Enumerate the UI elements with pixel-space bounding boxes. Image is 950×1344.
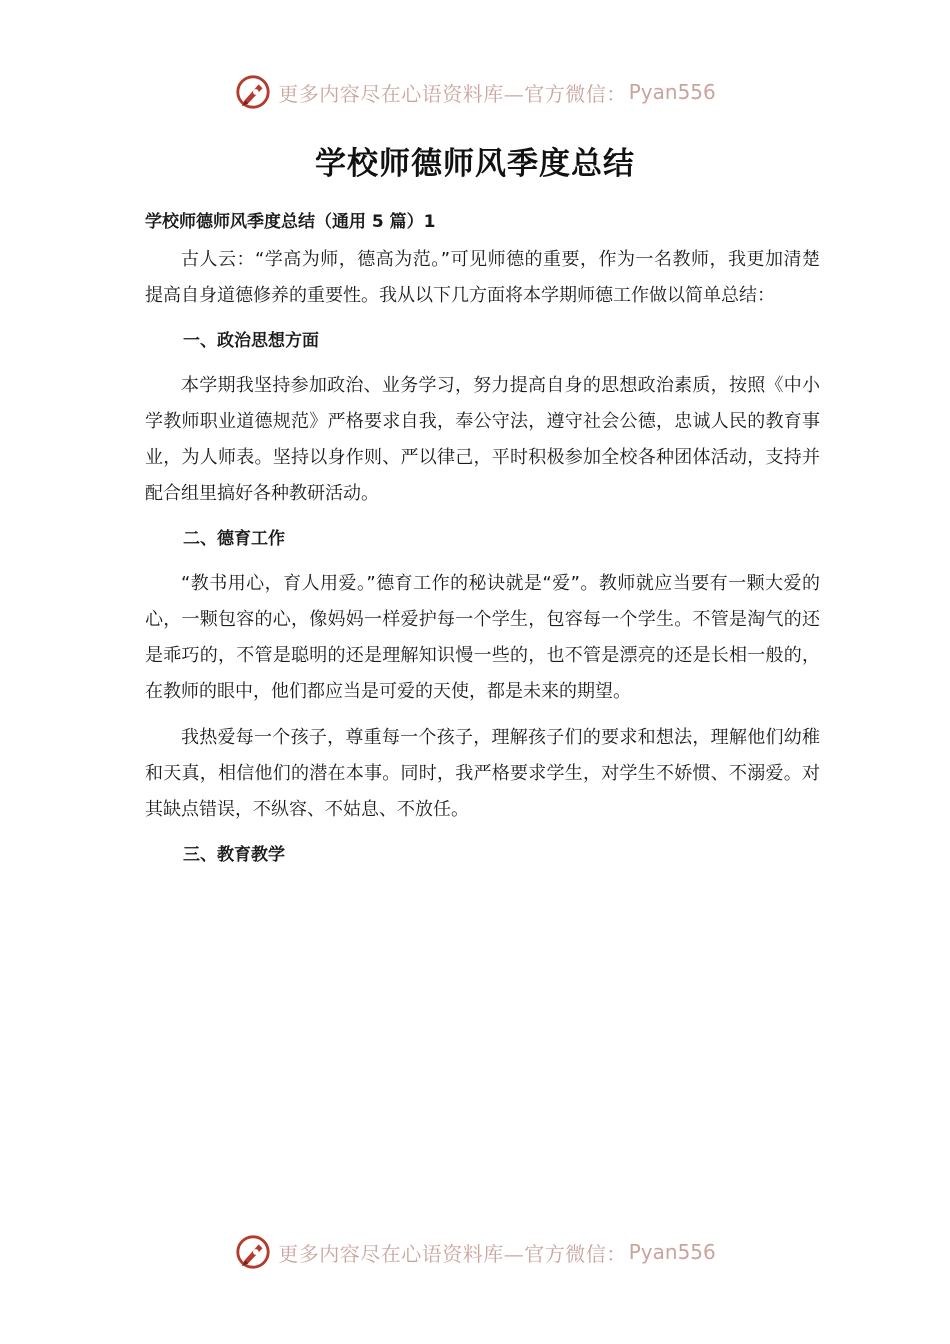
section-paragraph: 本学期我坚持参加政治、业务学习，努力提高自身的思想政治素质，按照《中小学教师职业道德规范》严格要求自我，奉公守法，遵守社会公德，忠诚人民的教育事业，为人师表。坚持以身作则、严以律己，平时积极参加全校各种团体活动，支持并配合组里搞好各种教研活动。 [145, 375, 820, 504]
banner-text: 更多内容尽在心语资料库—官方微信： [278, 81, 627, 106]
page-title: 学校师德师风季度总结 [315, 146, 635, 182]
section-paragraph: 我热爱每一个孩子，尊重每一个孩子，理解孩子们的要求和想法，理解他们幼稚和天真，相信他们的潜在本事。同时，我严格要求学生，对学生不娇惯、不溺爱。对其缺点错误，不纵容、不姑息、不放任。 [145, 727, 820, 820]
pen-logo-icon [234, 73, 272, 111]
banner-brand: Pyan556 [628, 80, 716, 104]
section-heading: 三、教育教学 [183, 845, 285, 865]
banner-brand: Pyan556 [628, 1240, 716, 1264]
intro-paragraph: 古人云：“学高为师，德高为范。”可见师德的重要，作为一名教师，我更加清楚提高自身道德修养的重要性。我从以下几方面将本学期师德工作做以简单总结： [145, 249, 820, 306]
document-subtitle: 学校师德师风季度总结（通用 5 篇）1 [145, 212, 436, 232]
document-body [145, 206, 820, 882]
header-banner [0, 70, 950, 114]
section-heading: 二、德育工作 [183, 529, 285, 549]
footer-banner [0, 1230, 950, 1274]
pen-logo-icon [234, 1233, 272, 1271]
section-paragraph: “教书用心，育人用爱。”德育工作的秘诀就是“爱”。教师就应当要有一颗大爱的心，一颗包容的心，像妈妈一样爱护每一个学生，包容每一个学生。不管是淘气的还是乖巧的，不管是聪明的还是理解知识慢一些的，也不管是漂亮的还是长相一般的，在教师的眼中，他们都应当是可爱的天使，都是未来的期望。 [145, 573, 820, 702]
section-heading: 一、政治思想方面 [183, 331, 319, 351]
banner-text: 更多内容尽在心语资料库—官方微信： [278, 1241, 627, 1266]
